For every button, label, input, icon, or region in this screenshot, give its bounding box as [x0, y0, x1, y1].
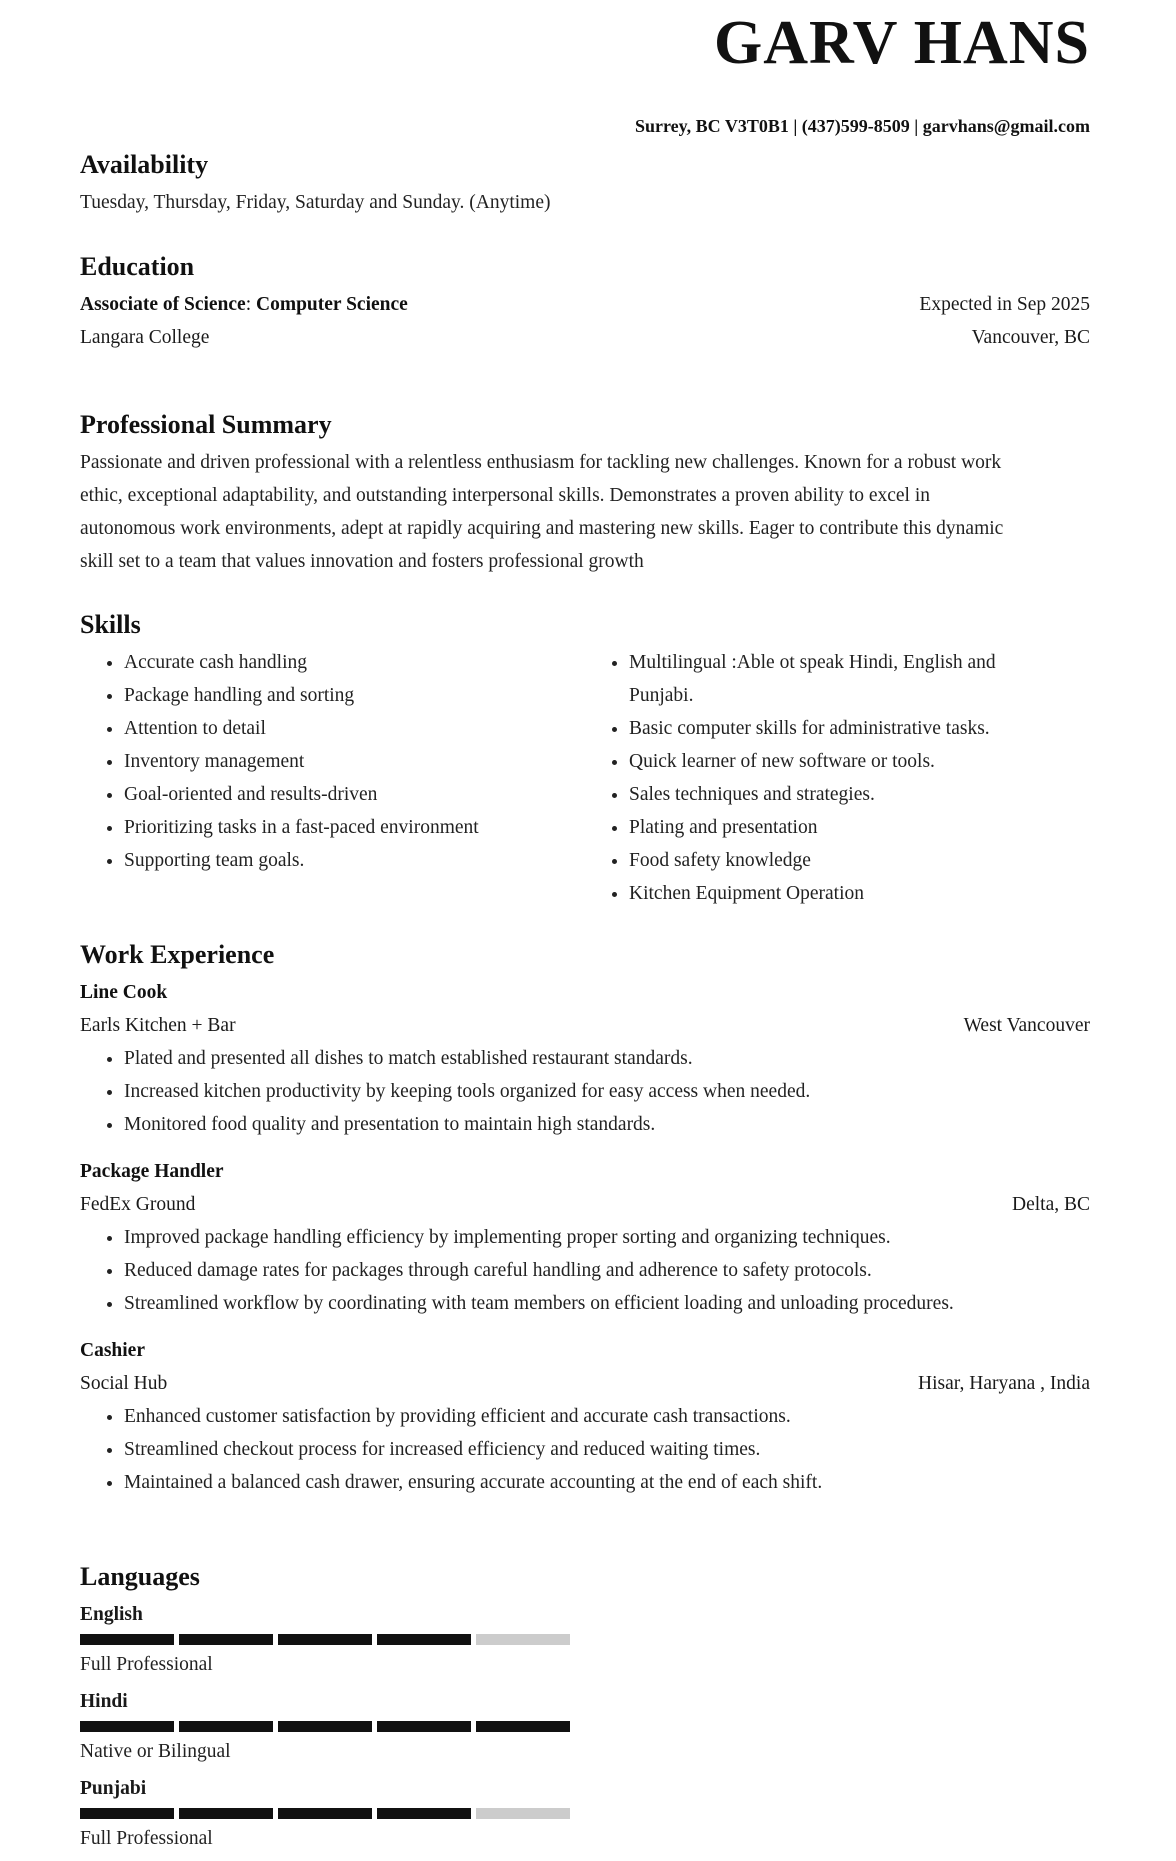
job-bullets — [80, 1042, 1090, 1141]
job-title: Cashier — [80, 1340, 145, 1361]
skills-list-right — [585, 646, 1090, 910]
summary-text — [80, 446, 1090, 578]
skill-item: • Kitchen Equipment Operation — [629, 877, 1050, 910]
skill-item: • Sales techniques and strategies. — [629, 778, 1050, 811]
job-bullet: • Increased kitchen productivity by keeping tools organized for easy access when needed. — [124, 1075, 1090, 1108]
proficiency-bar — [80, 1634, 598, 1645]
language-name: English — [80, 1604, 143, 1625]
skill-item: • Inventory management — [124, 745, 585, 778]
proficiency-segment-empty — [476, 1634, 570, 1645]
job-bullet: • Enhanced customer satisfaction by providing efficient and accurate cash transactions. — [124, 1400, 1090, 1433]
job-title: Package Handler — [80, 1161, 224, 1182]
job-bullet: • Streamlined checkout process for increased efficiency and reduced waiting times. — [124, 1433, 1090, 1466]
skills-column-left — [80, 646, 585, 910]
section-title-languages: Languages — [80, 1562, 200, 1591]
contact-line: Surrey, BC V3T0B1 | (437)599-8509 | garvhans@gmail.com — [634, 116, 1090, 136]
job-company: FedEx Ground — [80, 1194, 196, 1215]
availability-text: Tuesday, Thursday, Friday, Saturday and Sunday. (Anytime) — [80, 192, 551, 213]
education-section — [80, 252, 1090, 354]
proficiency-bar — [80, 1808, 598, 1819]
job-company: Earls Kitchen + Bar — [80, 1015, 236, 1036]
job-entry — [80, 1334, 1090, 1499]
education-separator: : — [245, 294, 256, 315]
language-name: Hindi — [80, 1691, 128, 1712]
skill-item: • Food safety knowledge — [629, 844, 1050, 877]
summary-line: Passionate and driven professional with a relentless enthusiasm for tackling new challenges. Known for a robust work — [80, 452, 1002, 473]
skills-list-left — [80, 646, 585, 877]
language-entry — [80, 1600, 598, 1679]
job-bullet: • Maintained a balanced cash drawer, ensuring accurate accounting at the end of each shift. — [124, 1466, 1090, 1499]
language-entry — [80, 1687, 598, 1766]
proficiency-segment-filled — [80, 1634, 174, 1645]
work-section — [80, 940, 1090, 1499]
job-company: Social Hub — [80, 1373, 168, 1394]
skills-column-right — [585, 646, 1090, 910]
skill-item: • Plating and presentation — [629, 811, 1050, 844]
education-school: Langara College — [80, 327, 210, 348]
job-location: Hisar, Haryana , India — [918, 1373, 1090, 1394]
summary-line: skill set to a team that values innovation and fosters professional growth — [80, 551, 644, 572]
language-level: Native or Bilingual — [80, 1741, 231, 1762]
proficiency-bar — [80, 1721, 598, 1732]
job-bullet: • Monitored food quality and presentation to maintain high standards. — [124, 1108, 1090, 1141]
section-title-work: Work Experience — [80, 940, 275, 969]
education-degree: Associate of Science — [80, 294, 246, 315]
summary-line: autonomous work environments, adept at rapidly acquiring and mastering new skills. Eager to contribute this dynamic — [80, 518, 1004, 539]
candidate-name: GARV HANS — [713, 9, 1090, 77]
availability-section — [80, 150, 1090, 219]
skill-item: • Multilingual :Able ot speak Hindi, English and Punjabi. — [629, 646, 1050, 712]
language-level: Full Professional — [80, 1654, 213, 1675]
education-date: Expected in Sep 2025 — [919, 294, 1090, 315]
skill-item: • Accurate cash handling — [124, 646, 585, 679]
proficiency-segment-filled — [377, 1808, 471, 1819]
job-bullets — [80, 1221, 1090, 1320]
education-location: Vancouver, BC — [971, 327, 1090, 348]
job-location: Delta, BC — [1012, 1194, 1090, 1215]
section-title-education: Education — [80, 252, 195, 281]
language-name: Punjabi — [80, 1778, 147, 1799]
job-location: West Vancouver — [963, 1015, 1090, 1036]
skills-columns — [80, 646, 1090, 910]
summary-section — [80, 410, 1090, 578]
job-bullet: • Improved package handling efficiency by implementing proper sorting and organizing techniques. — [124, 1221, 1090, 1254]
education-degree-line — [80, 288, 408, 321]
proficiency-segment-filled — [80, 1808, 174, 1819]
section-title-availability: Availability — [80, 150, 209, 179]
section-title-summary: Professional Summary — [80, 410, 332, 439]
proficiency-segment-filled — [278, 1808, 372, 1819]
skill-item: • Package handling and sorting — [124, 679, 585, 712]
resume-header — [80, 0, 1090, 137]
proficiency-segment-filled — [278, 1721, 372, 1732]
job-company-row — [80, 1367, 1090, 1400]
proficiency-segment-filled — [179, 1808, 273, 1819]
skill-item: • Attention to detail — [124, 712, 585, 745]
proficiency-segment-empty — [476, 1808, 570, 1819]
job-company-row — [80, 1188, 1090, 1221]
proficiency-segment-filled — [80, 1721, 174, 1732]
language-level: Full Professional — [80, 1828, 213, 1849]
proficiency-segment-filled — [476, 1721, 570, 1732]
languages-grid — [80, 1600, 1090, 1861]
job-company-row — [80, 1009, 1090, 1042]
education-degree-row — [80, 288, 1090, 321]
language-entry — [80, 1774, 598, 1853]
skill-item: • Goal-oriented and results-driven — [124, 778, 585, 811]
skill-item: • Basic computer skills for administrative tasks. — [629, 712, 1050, 745]
skills-section — [80, 610, 1090, 910]
job-bullets — [80, 1400, 1090, 1499]
skill-item: • Quick learner of new software or tools. — [629, 745, 1050, 778]
job-bullet: • Reduced damage rates for packages through careful handling and adherence to safety protocols. — [124, 1254, 1090, 1287]
skill-item: • Supporting team goals. — [124, 844, 585, 877]
job-bullet: • Plated and presented all dishes to match established restaurant standards. — [124, 1042, 1090, 1075]
job-entry — [80, 976, 1090, 1141]
job-entry — [80, 1155, 1090, 1320]
education-school-row — [80, 321, 1090, 354]
education-field: Computer Science — [256, 294, 408, 315]
languages-section — [80, 1562, 1090, 1861]
proficiency-segment-filled — [179, 1634, 273, 1645]
job-title: Line Cook — [80, 982, 168, 1003]
summary-line: ethic, exceptional adaptability, and outstanding interpersonal skills. Demonstrates a proven ability to excel in — [80, 485, 931, 506]
job-bullet: • Streamlined workflow by coordinating with team members on efficient loading and unloading procedures. — [124, 1287, 1090, 1320]
section-title-skills: Skills — [80, 610, 141, 639]
proficiency-segment-filled — [278, 1634, 372, 1645]
proficiency-segment-filled — [377, 1634, 471, 1645]
skill-item: • Prioritizing tasks in a fast-paced environment — [124, 811, 585, 844]
proficiency-segment-filled — [377, 1721, 471, 1732]
proficiency-segment-filled — [179, 1721, 273, 1732]
